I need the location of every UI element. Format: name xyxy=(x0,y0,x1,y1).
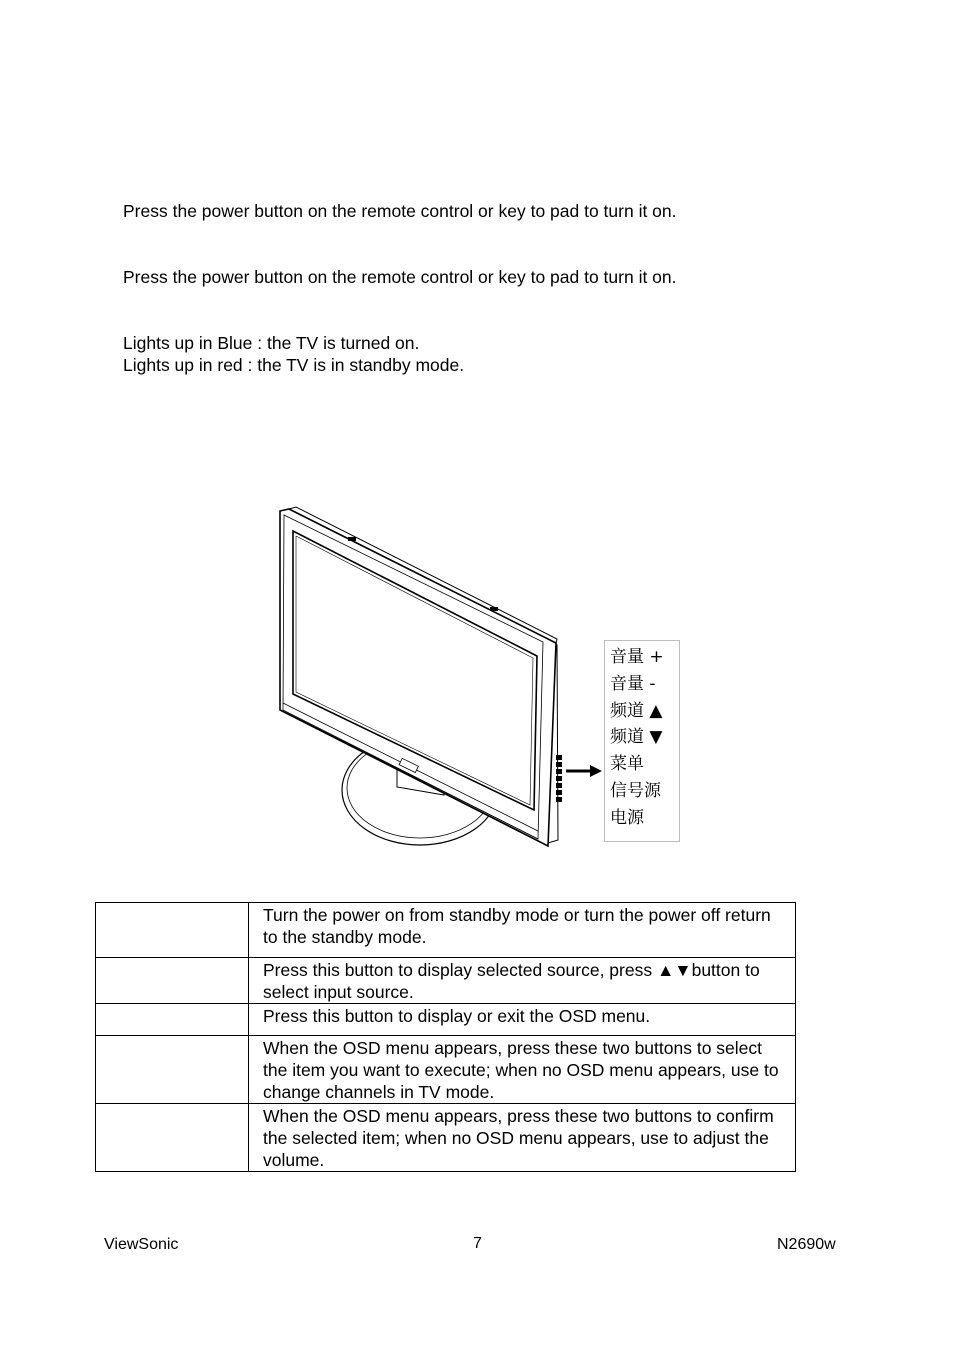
side-key xyxy=(556,762,562,767)
key-channel-up: 频道 ▲ xyxy=(610,700,663,721)
table-row xyxy=(96,903,796,958)
side-key xyxy=(556,776,562,781)
side-key xyxy=(556,790,562,795)
table-description-cell: When the OSD menu appears, press these two buttons to select the item you want to execute; when no OSD menu appears, use to change channels in TV mode. xyxy=(249,1036,796,1104)
keypad-function-table xyxy=(95,902,796,1172)
footer-brand: ViewSonic xyxy=(104,1236,179,1253)
indicator-blue-line: Lights up in Blue : the TV is turned on. xyxy=(123,333,420,353)
keypad-key-legend xyxy=(604,640,680,842)
tv-top-notch-2 xyxy=(490,607,498,611)
table-description-cell: When the OSD menu appears, press these two buttons to confirm the selected item; when no OSD menu appears, use to adjust the volume. xyxy=(249,1104,796,1172)
table-key-cell xyxy=(96,958,249,1004)
indicator-red-line: Lights up in red : the TV is in standby mode. xyxy=(123,355,465,375)
footer-page-number: 7 xyxy=(473,1235,482,1252)
table-key-cell xyxy=(96,903,249,958)
keypad-pointer-arrow-head xyxy=(590,765,602,777)
side-key xyxy=(556,769,562,774)
table-row xyxy=(96,1104,796,1172)
key-menu: 菜单 xyxy=(610,754,644,775)
key-channel-down: 频道 ▼ xyxy=(610,727,663,748)
side-key xyxy=(556,797,562,802)
tv-top-notch-1 xyxy=(348,537,356,541)
side-keypad-buttons xyxy=(556,755,562,802)
table-description-cell: Press this button to display or exit the OSD menu. xyxy=(249,1004,796,1036)
key-volume-down: 音量 - xyxy=(610,673,656,694)
table-key-cell xyxy=(96,1004,249,1036)
side-key xyxy=(556,755,562,760)
power-indicator-text xyxy=(123,332,464,376)
side-key xyxy=(556,783,562,788)
power-on-instruction-text: Press the power button on the remote control or key to pad to turn it on. xyxy=(123,201,677,221)
key-source: 信号源 xyxy=(610,780,661,801)
table-row xyxy=(96,958,796,1004)
table-row xyxy=(96,1004,796,1036)
power-off-instruction-text: Press the power button on the remote control or key to pad to turn it on. xyxy=(123,267,677,287)
table-key-cell xyxy=(96,1036,249,1104)
table-key-cell xyxy=(96,1104,249,1172)
key-power: 电源 xyxy=(610,807,644,828)
key-volume-up: 音量 + xyxy=(610,647,664,667)
footer-model: N2690w xyxy=(777,1236,836,1253)
table-row xyxy=(96,1036,796,1104)
table-description-cell: Turn the power on from standby mode or turn the power off return to the standby mode. xyxy=(249,903,796,958)
table-description-cell: Press this button to display selected source, press ▲▼button to select input source. xyxy=(249,958,796,1004)
